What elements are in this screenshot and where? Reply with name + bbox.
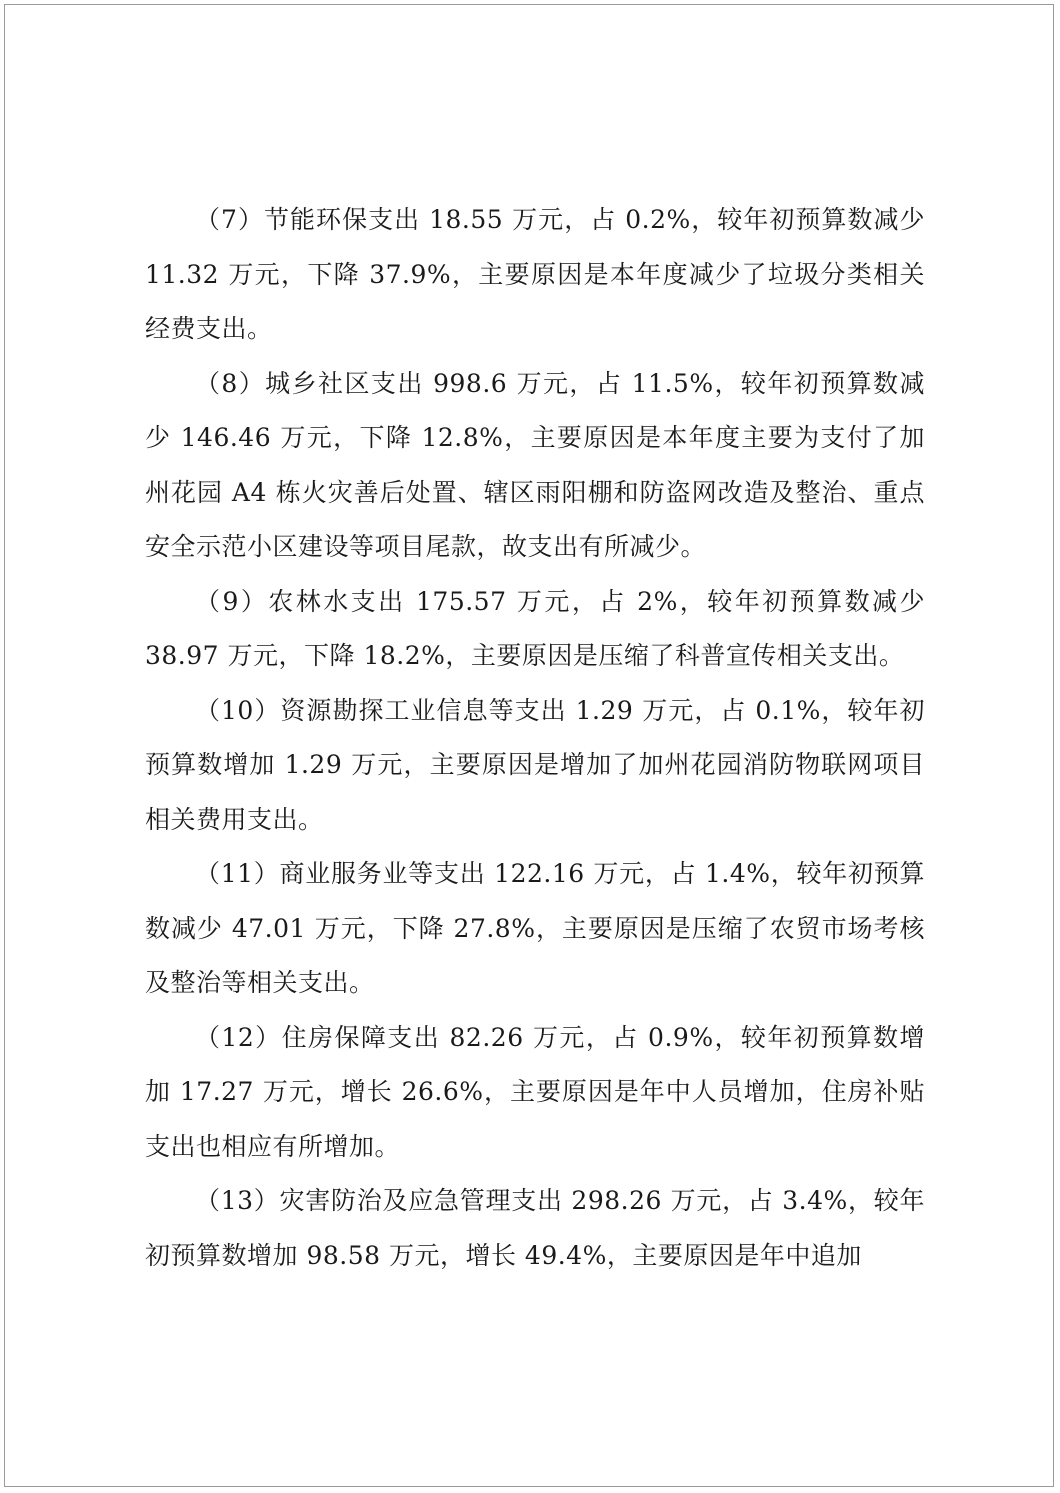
paragraph-12: （12）住房保障支出 82.26 万元，占 0.9%，较年初预算数增加 17.27 万元，增长 26.6%，主要原因是年中人员增加，住房补贴支出也相应有所增加。 (145, 1022, 925, 1161)
paragraph-13: （13）灾害防治及应急管理支出 298.26 万元，占 3.4%，较年初预算数增加 98.58 万元，增长 49.4%，主要原因是年中追加 (145, 1186, 925, 1270)
document-body (145, 193, 925, 1283)
paragraph-8: （8）城乡社区支出 998.6 万元，占 11.5%，较年初预算数减少 146.46 万元，下降 12.8%，主要原因是本年度主要为支付了加州花园 A4 栋火灾善后处置、辖区雨阳棚和防盗网改造及整治、重点安全示范小区建设等项目尾款，故支出有所减少。 (145, 368, 925, 561)
paragraph-11: （11）商业服务业等支出 122.16 万元，占 1.4%，较年初预算数减少 47.01 万元，下降 27.8%，主要原因是压缩了农贸市场考核及整治等相关支出。 (145, 859, 925, 997)
paragraph-7: （7）节能环保支出 18.55 万元，占 0.2%，较年初预算数减少 11.32 万元，下降 37.9%，主要原因是本年度减少了垃圾分类相关经费支出。 (145, 205, 925, 343)
document-page (4, 4, 1054, 1487)
paragraph-10: （10）资源勘探工业信息等支出 1.29 万元，占 0.1%，较年初预算数增加 1.29 万元，主要原因是增加了加州花园消防物联网项目相关费用支出。 (145, 695, 925, 834)
paragraph-9: （9）农林水支出 175.57 万元，占 2%，较年初预算数减少 38.97 万元，下降 18.2%，主要原因是压缩了科普宣传相关支出。 (145, 586, 925, 670)
